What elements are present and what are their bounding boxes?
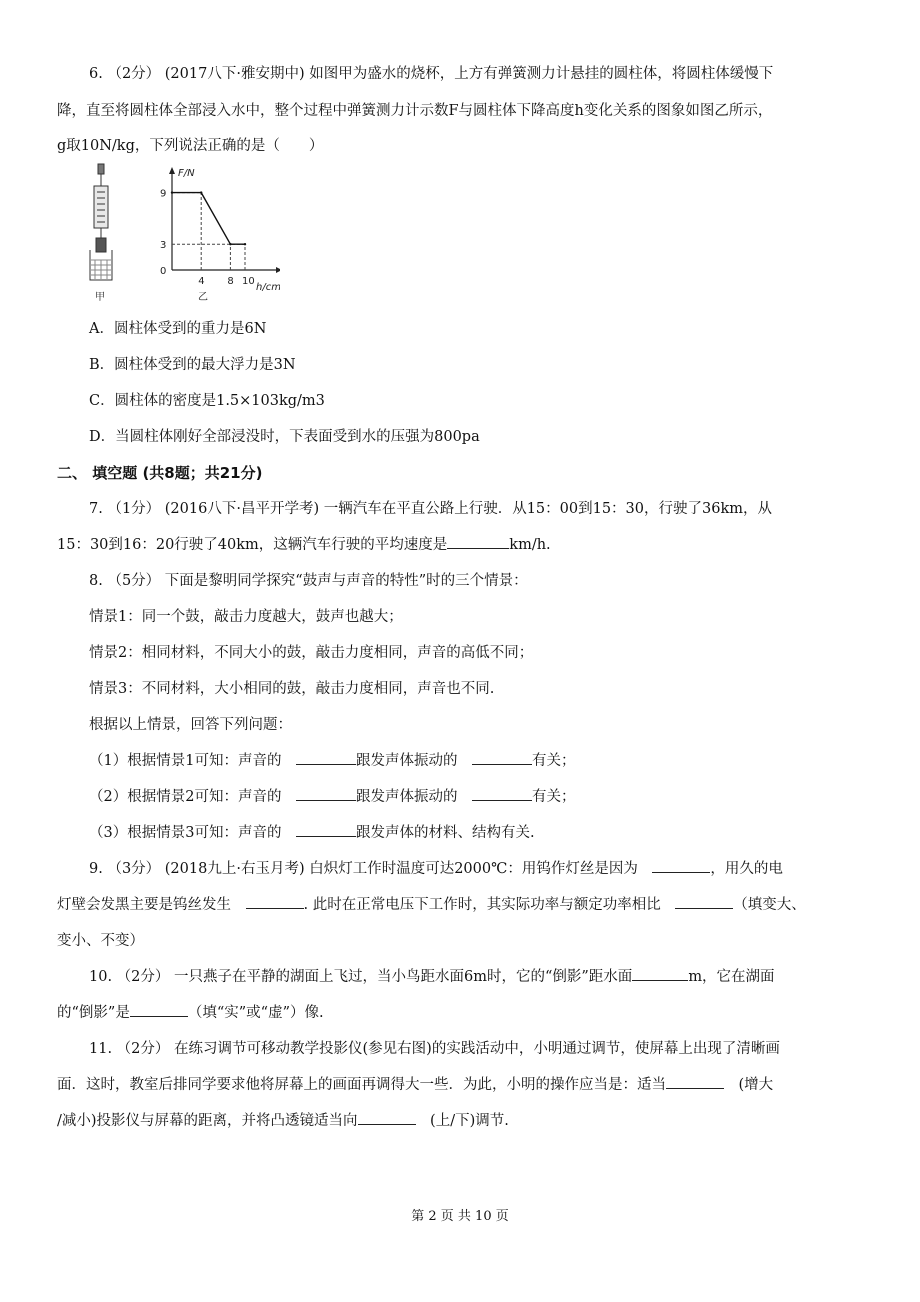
- q8-a2-end: 有关；: [531, 789, 576, 805]
- y-axis-arrow: [169, 167, 175, 174]
- x-tick-label-10: 10: [242, 276, 255, 287]
- q11-line3-text: /减小)投影仪与屏幕的距离，并将凸透镜适当向: [57, 1113, 358, 1129]
- q9-line1-text: 9. （3分） (2018九上·右玉月考) 白炽灯工作时温度可达2000℃：用钨作灯丝是因为: [89, 861, 638, 877]
- q9-line2-mid: . 此时在正常电压下工作时，其实际功率与额定功率相比: [303, 897, 661, 913]
- q8-a1-mid: 跟发声体振动的: [355, 753, 458, 769]
- q8-answer1: [89, 743, 869, 779]
- q7-answer-blank[interactable]: [447, 532, 509, 549]
- q11-line2: [57, 1067, 867, 1103]
- q11-line1: 11. （2分） 在练习调节可移动教学投影仪(参见右图)的实践活动中，小明通过调节，使屏幕上出现了清晰画: [89, 1041, 780, 1057]
- q6-line2: 降，直至将圆柱体全部浸入水中，整个过程中弹簧测力计示数F与圆柱体下降高度h变化关系的图象如图乙所示，: [57, 103, 773, 119]
- q10-line2-end: （填“实”或“虚”）像.: [187, 1005, 324, 1021]
- q7-line2-unit: km/h.: [509, 537, 551, 553]
- x-tick-label-8: 8: [227, 276, 234, 287]
- q6-line3: g取10N/kg，下列说法正确的是（ ）: [57, 138, 324, 154]
- q10-blank2[interactable]: [130, 1000, 188, 1017]
- q8-prompt: 根据以上情景，回答下列问题：: [89, 717, 292, 733]
- q11-line2-end: (增大: [738, 1077, 774, 1093]
- data-point-0: [171, 191, 173, 193]
- q6-figure-svg: [80, 162, 280, 310]
- q8-a3-end: 跟发声体的材料、结构有关.: [355, 825, 535, 841]
- graph-yi: [160, 167, 280, 303]
- data-point-1: [200, 191, 202, 193]
- q8-a2-text: （2）根据情景2可知：声音的: [89, 789, 282, 805]
- origin-label: 0: [160, 266, 167, 277]
- q6-line1: 6. （2分） (2017八下·雅安期中) 如图甲为盛水的烧杯，上方有弹簧测力计悬挂的圆柱体，将圆柱体缓慢下: [89, 66, 774, 82]
- q9-line1: [89, 851, 869, 887]
- spring-scale-apparatus: [90, 164, 112, 280]
- q6-option-a: A．圆柱体受到的重力是6N: [89, 321, 267, 337]
- y-axis-label: F/N: [178, 168, 195, 179]
- q9-line2-end: （填变大、: [733, 897, 806, 913]
- q9-line2-text: 灯壁会发黑主要是钨丝发生: [57, 897, 231, 913]
- q10-line1-end: m，它在湖面: [688, 969, 775, 985]
- q11-line2-text: 面．这时，教室后排同学要求他将屏幕上的画面再调得大一些．为此，小明的操作应当是：适当: [57, 1077, 666, 1093]
- q9-blank1[interactable]: [652, 856, 710, 873]
- q10-line2-text: 的“倒影”是: [57, 1005, 130, 1021]
- q8-scene1: 情景1：同一个鼓，敲击力度越大，鼓声也越大；: [89, 609, 403, 625]
- q8-a3-blank[interactable]: [296, 820, 356, 837]
- q7-line1: 7. （1分） (2016八下·昌平开学考) 一辆汽车在平直公路上行驶．从15：00到15：30，行驶了36km，从: [89, 501, 772, 517]
- q8-a1-end: 有关；: [531, 753, 576, 769]
- q8-line1: 8. （5分） 下面是黎明同学探究“鼓声与声音的特性”时的三个情景：: [89, 573, 528, 589]
- q11-line3-end: (上/下)调节.: [430, 1113, 509, 1129]
- section-2-title: 二、 填空题 (共8题；共21分): [57, 464, 263, 482]
- label-yi: 乙: [198, 292, 208, 303]
- q8-a2-blank2[interactable]: [472, 784, 532, 801]
- q8-a3-text: （3）根据情景3可知：声音的: [89, 825, 282, 841]
- q8-a1-blank1[interactable]: [296, 748, 356, 765]
- q8-a1-text: （1）根据情景1可知：声音的: [89, 753, 282, 769]
- q11-blank1[interactable]: [666, 1072, 724, 1089]
- q11-line3: [57, 1103, 867, 1139]
- q9-line3: 变小、不变）: [57, 933, 144, 949]
- q10-blank1[interactable]: [632, 964, 688, 981]
- page-footer: 第 2 页 共 10 页: [411, 1209, 509, 1224]
- q8-answer2: [89, 779, 869, 815]
- y-tick-label-9: 9: [160, 188, 167, 200]
- q10-line2: [57, 995, 867, 1031]
- q7-line2-text: 15：30到16：20行驶了40km，这辆汽车行驶的平均速度是: [57, 537, 448, 553]
- q8-a2-mid: 跟发声体振动的: [355, 789, 458, 805]
- series-line: [172, 193, 245, 245]
- q8-a1-blank2[interactable]: [472, 748, 532, 765]
- q9-blank2[interactable]: [246, 892, 304, 909]
- q10-line1: [89, 959, 869, 995]
- x-axis-arrow: [276, 267, 280, 273]
- data-point-3: [244, 243, 246, 245]
- y-tick-label-3: 3: [160, 240, 167, 252]
- q9-line2: [57, 887, 867, 923]
- q6-option-b: B．圆柱体受到的最大浮力是3N: [89, 357, 296, 373]
- q8-scene2: 情景2：相同材料，不同大小的鼓，敲击力度相同，声音的高低不同；: [89, 645, 534, 661]
- q8-a2-blank1[interactable]: [296, 784, 356, 801]
- q10-line1-text: 10. （2分） 一只燕子在平静的湖面上飞过，当小鸟距水面6m时，它的“倒影”距水面: [89, 969, 633, 985]
- x-tick-label-4: 4: [198, 276, 205, 287]
- q6-option-d: D．当圆柱体刚好全部浸没时，下表面受到水的压强为800pa: [89, 429, 480, 445]
- q8-scene3: 情景3：不同材料，大小相同的鼓，敲击力度相同，声音也不同.: [89, 681, 495, 697]
- q7-line2: [57, 527, 867, 563]
- q9-blank3[interactable]: [675, 892, 733, 909]
- x-axis-label: h/cm: [256, 282, 280, 293]
- q6-option-c: C．圆柱体的密度是1.5×103kg/m3: [89, 393, 325, 409]
- q9-line1-end: ，用久的电: [710, 861, 783, 877]
- data-point-2: [229, 243, 231, 245]
- q6-figure: [80, 162, 280, 314]
- q11-blank2[interactable]: [358, 1108, 416, 1125]
- label-jia: 甲: [95, 292, 105, 303]
- q8-answer3: [89, 815, 869, 851]
